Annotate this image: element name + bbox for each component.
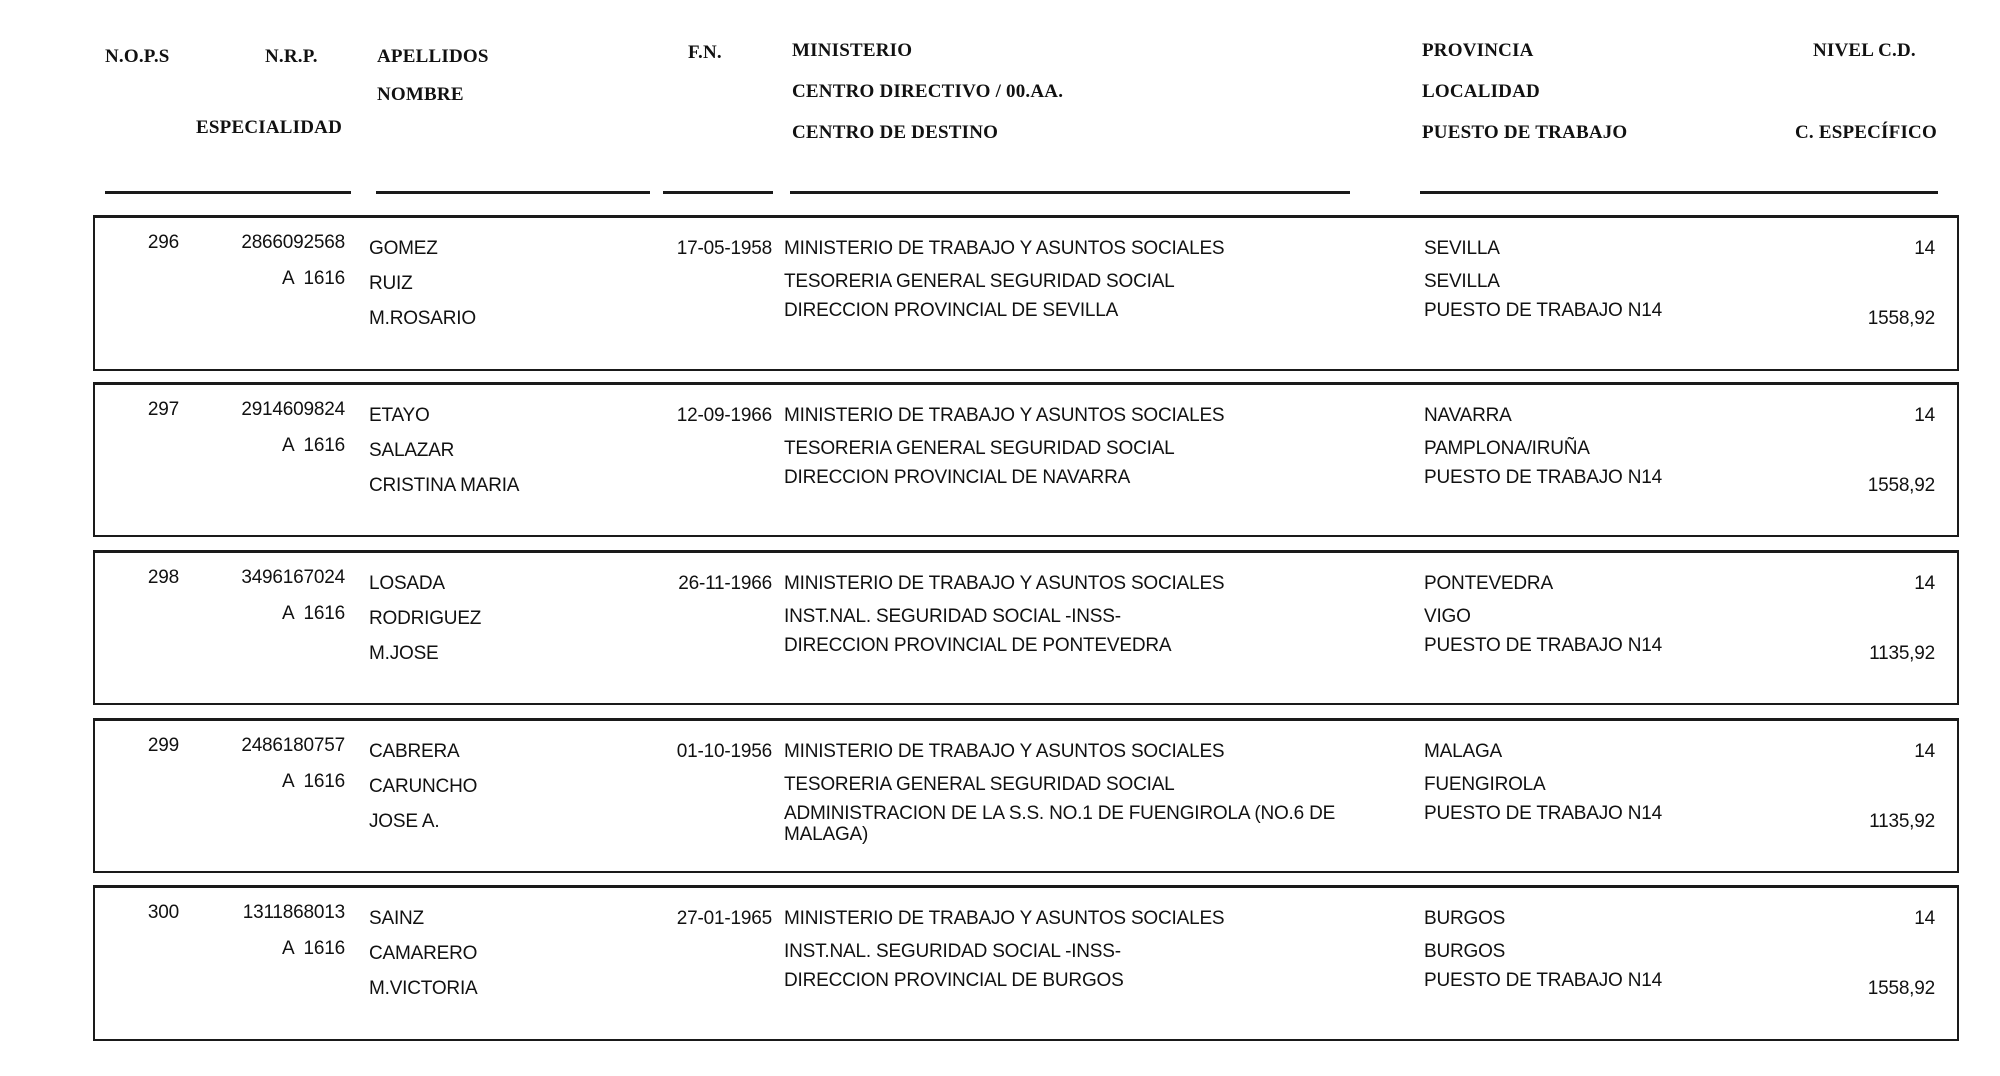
record-nrp: 2486180757	[241, 735, 345, 756]
header-especialidad: ESPECIALIDAD	[196, 117, 342, 138]
record-box-296	[93, 215, 1959, 371]
header-ministerio: MINISTERIO	[792, 40, 913, 61]
header-nombre: NOMBRE	[377, 84, 464, 105]
header-puesto: PUESTO DE TRABAJO	[1422, 122, 1628, 143]
record-nivel: 14	[1914, 238, 1935, 259]
record-provincia: PONTEVEDRA	[1424, 573, 1553, 594]
record-localidad: VIGO	[1424, 606, 1471, 627]
record-puesto: PUESTO DE TRABAJO N14	[1424, 635, 1662, 656]
record-centro-destino: DIRECCION PROVINCIAL DE PONTEVEDRA	[784, 635, 1172, 656]
record-nrp: 3496167024	[241, 567, 345, 588]
record-especifico: 1135,92	[1869, 811, 1935, 832]
record-nombre: M.JOSE	[369, 643, 439, 664]
record-ministerio: MINISTERIO DE TRABAJO Y ASUNTOS SOCIALES	[784, 238, 1225, 259]
record-nombre: M.ROSARIO	[369, 308, 476, 329]
record-centro-destino: DIRECCION PROVINCIAL DE NAVARRA	[784, 467, 1131, 488]
record-especialidad: A 1616	[281, 268, 345, 289]
record-nivel: 14	[1914, 405, 1935, 426]
record-nops: 296	[147, 232, 179, 253]
record-provincia: MALAGA	[1424, 741, 1502, 762]
record-puesto: PUESTO DE TRABAJO N14	[1424, 300, 1662, 321]
header-nops: N.O.P.S	[105, 46, 170, 67]
record-puesto: PUESTO DE TRABAJO N14	[1424, 803, 1662, 824]
record-apellido2: RODRIGUEZ	[369, 608, 482, 629]
record-apellido1: CABRERA	[369, 741, 460, 762]
record-nombre: JOSE A.	[369, 811, 440, 832]
record-centro-destino: DIRECCION PROVINCIAL DE BURGOS	[784, 970, 1124, 991]
record-apellido1: LOSADA	[369, 573, 445, 594]
record-nops: 298	[147, 567, 179, 588]
header-nivel: NIVEL C.D.	[1813, 40, 1916, 61]
record-ministerio: MINISTERIO DE TRABAJO Y ASUNTOS SOCIALES	[784, 405, 1225, 426]
record-puesto: PUESTO DE TRABAJO N14	[1424, 970, 1662, 991]
record-apellido1: GOMEZ	[369, 238, 438, 259]
record-especialidad: A 1616	[281, 938, 345, 959]
record-centro-directivo: TESORERIA GENERAL SEGURIDAD SOCIAL	[784, 271, 1175, 292]
record-nombre: M.VICTORIA	[369, 978, 478, 999]
record-apellido1: SAINZ	[369, 908, 424, 929]
record-box-298	[93, 550, 1959, 705]
record-nivel: 14	[1914, 908, 1935, 929]
record-especifico: 1558,92	[1867, 308, 1935, 329]
record-provincia: BURGOS	[1424, 908, 1506, 929]
header-fn: F.N.	[688, 42, 722, 63]
record-centro-destino: ADMINISTRACION DE LA S.S. NO.1 DE FUENGIROLA (NO.6 DE MALAGA)	[784, 803, 1336, 845]
record-especifico: 1135,92	[1869, 643, 1935, 664]
record-nombre: CRISTINA MARIA	[369, 475, 520, 496]
record-fn: 01-10-1956	[676, 741, 772, 762]
header-centro-destino: CENTRO DE DESTINO	[792, 122, 999, 143]
underline-apellidos	[376, 191, 650, 194]
record-localidad: SEVILLA	[1424, 271, 1500, 292]
record-centro-directivo: TESORERIA GENERAL SEGURIDAD SOCIAL	[784, 438, 1175, 459]
record-apellido2: SALAZAR	[369, 440, 455, 461]
record-ministerio: MINISTERIO DE TRABAJO Y ASUNTOS SOCIALES	[784, 741, 1225, 762]
record-fn: 12-09-1966	[676, 405, 772, 426]
record-fn: 17-05-1958	[676, 238, 772, 259]
record-especialidad: A 1616	[281, 603, 345, 624]
record-especialidad: A 1616	[281, 771, 345, 792]
record-centro-destino: DIRECCION PROVINCIAL DE SEVILLA	[784, 300, 1119, 321]
record-apellido2: CARUNCHO	[369, 776, 478, 797]
header-nrp: N.R.P.	[265, 46, 318, 67]
record-apellido2: RUIZ	[369, 273, 413, 294]
record-apellido1: ETAYO	[369, 405, 430, 426]
record-ministerio: MINISTERIO DE TRABAJO Y ASUNTOS SOCIALES	[784, 573, 1225, 594]
underline-nops-nrp	[105, 191, 351, 194]
record-provincia: NAVARRA	[1424, 405, 1512, 426]
record-nrp: 1311868013	[242, 902, 345, 923]
underline-provincia	[1420, 191, 1938, 194]
record-nivel: 14	[1914, 741, 1935, 762]
record-apellido2: CAMARERO	[369, 943, 478, 964]
record-localidad: FUENGIROLA	[1424, 774, 1546, 795]
record-especialidad: A 1616	[281, 435, 345, 456]
record-box-300	[93, 885, 1959, 1041]
record-nops: 299	[147, 735, 179, 756]
record-provincia: SEVILLA	[1424, 238, 1500, 259]
record-nrp: 2914609824	[241, 399, 345, 420]
record-nops: 297	[147, 399, 179, 420]
record-ministerio: MINISTERIO DE TRABAJO Y ASUNTOS SOCIALES	[784, 908, 1225, 929]
record-localidad: BURGOS	[1424, 941, 1506, 962]
record-especifico: 1558,92	[1867, 978, 1935, 999]
record-nivel: 14	[1914, 573, 1935, 594]
record-centro-directivo: INST.NAL. SEGURIDAD SOCIAL -INSS-	[784, 606, 1121, 627]
header-centro-directivo: CENTRO DIRECTIVO / 00.AA.	[792, 81, 1064, 102]
record-nops: 300	[147, 902, 179, 923]
record-localidad: PAMPLONA/IRUÑA	[1424, 438, 1590, 459]
header-especifico: C. ESPECÍFICO	[1795, 122, 1937, 143]
record-box-299	[93, 718, 1959, 873]
underline-ministerio	[790, 191, 1350, 194]
record-puesto: PUESTO DE TRABAJO N14	[1424, 467, 1662, 488]
header-provincia: PROVINCIA	[1422, 40, 1534, 61]
record-centro-directivo: TESORERIA GENERAL SEGURIDAD SOCIAL	[784, 774, 1175, 795]
record-fn: 27-01-1965	[676, 908, 772, 929]
header-localidad: LOCALIDAD	[1422, 81, 1540, 102]
record-box-297	[93, 382, 1959, 537]
header-apellidos: APELLIDOS	[377, 46, 489, 67]
underline-fn	[663, 191, 773, 194]
record-nrp: 2866092568	[241, 232, 345, 253]
record-centro-directivo: INST.NAL. SEGURIDAD SOCIAL -INSS-	[784, 941, 1121, 962]
record-especifico: 1558,92	[1867, 475, 1935, 496]
record-fn: 26-11-1966	[678, 573, 772, 594]
